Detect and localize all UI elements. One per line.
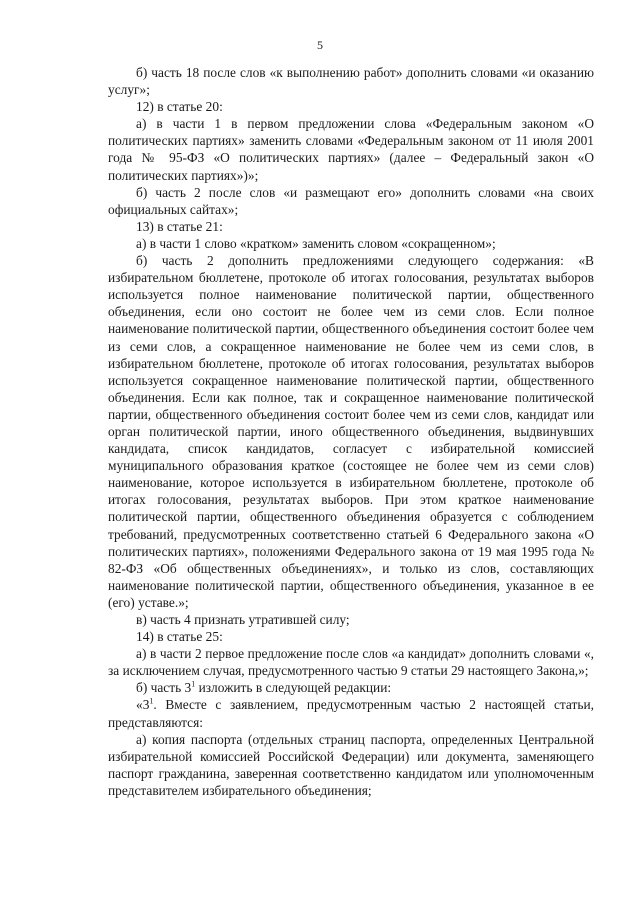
quote-suffix: . Вместе с заявлением, предусмотренным частью 2 настоящей статьи, представляются: xyxy=(108,697,594,730)
paragraph: 12) в статье 20: xyxy=(136,99,223,115)
paragraph: б) часть 2 после слов «и размещают его» дополнить словами «на своих официальных сайтах»; xyxy=(108,184,594,217)
paragraph: а) в части 2 первое предложение после слов «а кандидат» дополнить словами «, за исключением случая, предусмотренного частью 9 статьи 29 настоящего Закона,»; xyxy=(108,646,594,679)
superscript-1: 1 xyxy=(149,697,154,706)
document-body xyxy=(108,64,594,799)
page-number: 5 xyxy=(317,38,323,52)
paragraph: а) в части 1 слово «кратком» заменить словом «сокращенном»; xyxy=(136,235,496,251)
superscript-1: 1 xyxy=(191,679,196,689)
paragraph: б) часть 2 дополнить предложениями следующего содержания: «В избирательном бюллетене, протоколе об итогах голосования, результатах выборов используется полное наименование политической партии, общественного объединения, если оно состоит не более чем из семи слов. Если полное наименование политической партии, общественного объединения состоит более чем из семи слов, а сокращенное наименование не более чем из семи слов, в избирательном бюллетене, протоколе об итогах голосования, результатах выборов используется сокращенное наименование политической партии, общественного объединения. Если как полное, так и сокращенное наименование политической партии, общественного объединения состоит более чем из семи слов, кандидат или орган политической партии, иного общественного объединения, выдвинувших кандидата, список кандидатов, согласует с избирательной комиссией муниципального образования краткое (состоящее не более чем из семи слов) наименование, которое используется в избирательном бюллетене, протоколе об итогах голосования, результатах выборов. При этом краткое наименование политической партии, общественного объединения образуется с соблюдением требований, предусмотренных соответственно статьей 6 Федерального закона «О политических партиях», положениями Федерального закона от 19 мая 1995 года № 82-ФЗ «Об общественных объединениях», и только из слов, составляющих наименование политической партии, общественного объединения, указанное в ее (его) уставе.»; xyxy=(108,253,594,610)
paragraph: а) копия паспорта (отдельных страниц паспорта, определенных Центральной избирательной комиссией Российской Федерации) или документа, заменяющего паспорт гражданина, заверенная соответственно кандидатом или уполномоченным представителем избирательного объединения; xyxy=(108,731,594,798)
paragraph: 14) в статье 25: xyxy=(136,629,223,645)
quote-prefix: «3 xyxy=(136,697,150,713)
paragraph: а) в части 1 в первом предложении слова «Федеральным законом «О политических партиях» заменить словами «Федеральным законом от 11 июля 2001 года № 95-ФЗ «О политических партиях» (далее – Федеральный закон «О политических партиях»)»; xyxy=(108,116,594,183)
paragraph-part-3-1-suffix: изложить в следующей редакции: xyxy=(195,680,392,696)
paragraph-part-3-1-prefix: б) часть 3 xyxy=(136,680,192,696)
paragraph: б) часть 18 после слов «к выполнению работ» дополнить словами «и оказанию услуг»; xyxy=(108,65,594,98)
paragraph: в) часть 4 признать утратившей силу; xyxy=(136,612,350,627)
paragraph-part-3-1 xyxy=(108,679,594,696)
paragraph: 13) в статье 21: xyxy=(136,218,223,234)
paragraph-quote-3-1 xyxy=(108,696,594,730)
